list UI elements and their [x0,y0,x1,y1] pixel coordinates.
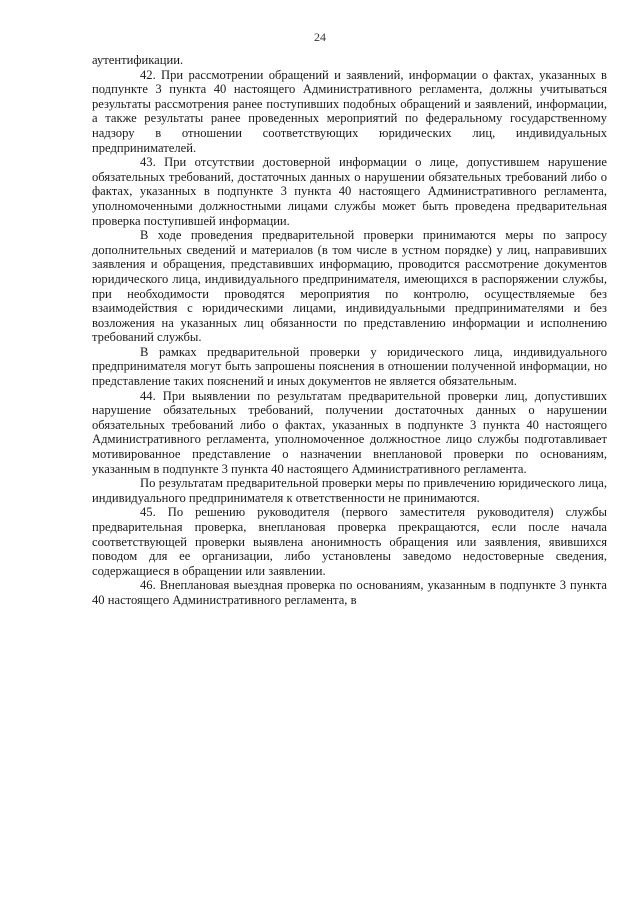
paragraph: 42. При рассмотрении обращений и заявлений, информации о фактах, указанных в подпункте 3 пункта 40 настоящего Административного регламента, должны учитываться результаты рассмотрения ранее поступивших подобных обращений и заявлений, информации, а также результаты ранее проведенных мероприятий по федеральному государственному надзору в отношении соответствующих юридических лиц, индивидуальных предпринимателей. [92,67,607,155]
paragraph: 45. По решению руководителя (первого заместителя руководителя) службы предварительная проверка, внеплановая проверка прекращаются, если после начала соответствующей проверки выявлена анонимность обращения или заявления, явившихся поводом для ее организации, либо установлены заведомо недостоверные сведения, содержащиеся в обращении или заявлении. [92,505,607,578]
paragraph: 44. При выявлении по результатам предварительной проверки лиц, допустивших нарушение обязательных требований, получении достаточных данных о нарушении обязательных требований либо о фактах, указанных в подпункте 3 пункта 40 настоящего Административного регламента, уполномоченное должностное лицо службы подготавливает мотивированное представление о назначении внеплановой проверки по основаниям, указанным в подпункте 3 пункта 40 настоящего Административного регламента. [92,388,607,476]
paragraph: аутентификации. [92,53,184,67]
document-body [92,53,607,608]
paragraph: По результатам предварительной проверки меры по привлечению юридического лица, индивидуального предпринимателя к ответственности не принимаются. [92,476,607,505]
paragraph: 46. Внеплановая выездная проверка по основаниям, указанным в подпункте 3 пункта 40 настоящего Административного регламента, в [92,578,607,607]
paragraph: В ходе проведения предварительной проверки принимаются меры по запросу дополнительных сведений и материалов (в том числе в устном порядке) у лиц, направивших заявления и обращения, представивших информацию, проводится рассмотрение документов юридического лица, индивидуального предпринимателя, имеющихся в распоряжении службы, при необходимости проводятся мероприятия по контролю, осуществляемые без взаимодействия с юридическими лицами, индивидуальными предпринимателями и без возложения на указанных лиц обязанности по представлению информации и исполнению требований службы. [92,228,607,345]
paragraph: 43. При отсутствии достоверной информации о лице, допустившем нарушение обязательных требований, достаточных данных о нарушении обязательных требований либо о фактах, указанных в подпункте 3 пункта 40 настоящего Административного регламента, уполномоченными должностными лицами службы может быть проведена предварительная проверка поступившей информации. [92,155,607,228]
paragraph: В рамках предварительной проверки у юридического лица, индивидуального предпринимателя могут быть запрошены пояснения в отношении полученной информации, но представление таких пояснений и иных документов не является обязательным. [92,344,607,389]
page-number: 24 [314,30,326,44]
